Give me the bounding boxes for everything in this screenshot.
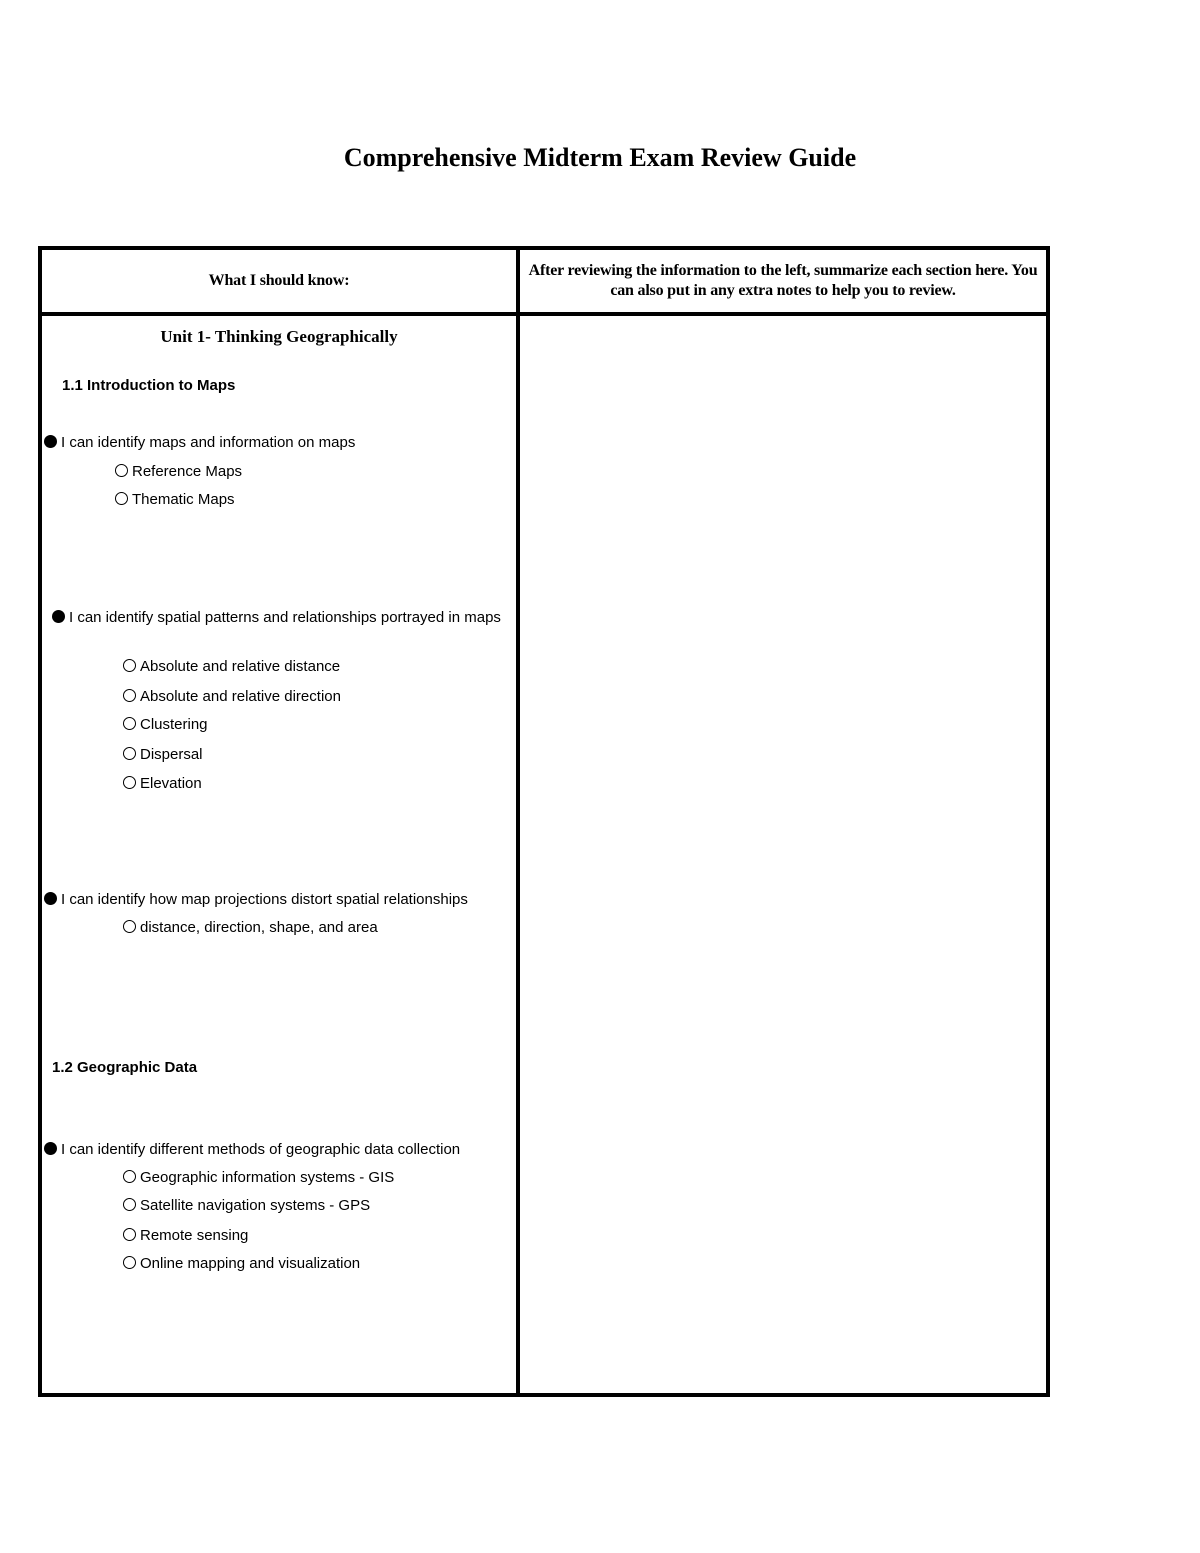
document-title: Comprehensive Midterm Exam Review Guide [343,143,857,172]
objective-data-collection [44,1140,460,1160]
circle-bullet-icon [123,776,136,789]
objective-identify-maps [44,433,355,453]
list-item-text: Absolute and relative distance [140,658,341,675]
bullet-icon [52,610,65,623]
section-heading-1-1: 1.1 Introduction to Maps [62,377,236,394]
circle-bullet-icon [123,1228,136,1241]
list-item [115,490,235,510]
objective-text: I can identify maps and information on maps [61,434,356,451]
list-item-text: Elevation [140,775,202,792]
list-item-text: Geographic information systems - GIS [140,1169,395,1186]
circle-bullet-icon [123,1170,136,1183]
bullet-icon [44,1142,57,1155]
objective-map-projections [44,890,468,910]
circle-bullet-icon [123,920,136,933]
objective-text: I can identify spatial patterns and relationships portrayed in maps [69,609,501,626]
list-item [123,687,341,707]
list-item [123,1254,360,1274]
header-summary-instructions: After reviewing the information to the left, summarize each section here. You can also put in any extra notes to help you to review. [528,262,1038,299]
circle-bullet-icon [115,464,128,477]
bullet-icon [44,892,57,905]
list-item-text: Satellite navigation systems - GPS [140,1197,371,1214]
circle-bullet-icon [123,689,136,702]
list-item [123,1168,394,1188]
objective-spatial-patterns [52,608,512,628]
list-item [123,774,202,794]
list-item [123,1196,370,1216]
header-what-i-should-know: What I should know: [208,272,350,289]
list-item-text: Absolute and relative direction [140,688,341,705]
bullet-icon [44,435,57,448]
list-item-text: Thematic Maps [132,491,235,508]
objective-text: I can identify how map projections distort spatial relationships [61,891,468,908]
circle-bullet-icon [123,659,136,672]
circle-bullet-icon [123,1198,136,1211]
unit-title: Unit 1- Thinking Geographically [160,327,398,346]
circle-bullet-icon [123,747,136,760]
list-item-text: Reference Maps [132,463,243,480]
list-item-text: distance, direction, shape, and area [140,919,378,936]
list-item-text: Remote sensing [140,1227,249,1244]
list-item [123,918,378,938]
circle-bullet-icon [123,717,136,730]
objective-text: I can identify different methods of geographic data collection [61,1141,461,1158]
list-item [123,657,340,677]
list-item-text: Online mapping and visualization [140,1255,361,1272]
circle-bullet-icon [115,492,128,505]
list-item [123,1226,248,1246]
section-heading-1-2: 1.2 Geographic Data [52,1059,198,1076]
list-item [123,745,203,765]
review-table [38,246,1050,1397]
list-item-text: Clustering [140,716,208,733]
list-item [123,715,208,735]
list-item-text: Dispersal [140,746,203,763]
list-item [115,462,242,482]
summary-notes-column[interactable] [520,316,1046,1393]
circle-bullet-icon [123,1256,136,1269]
